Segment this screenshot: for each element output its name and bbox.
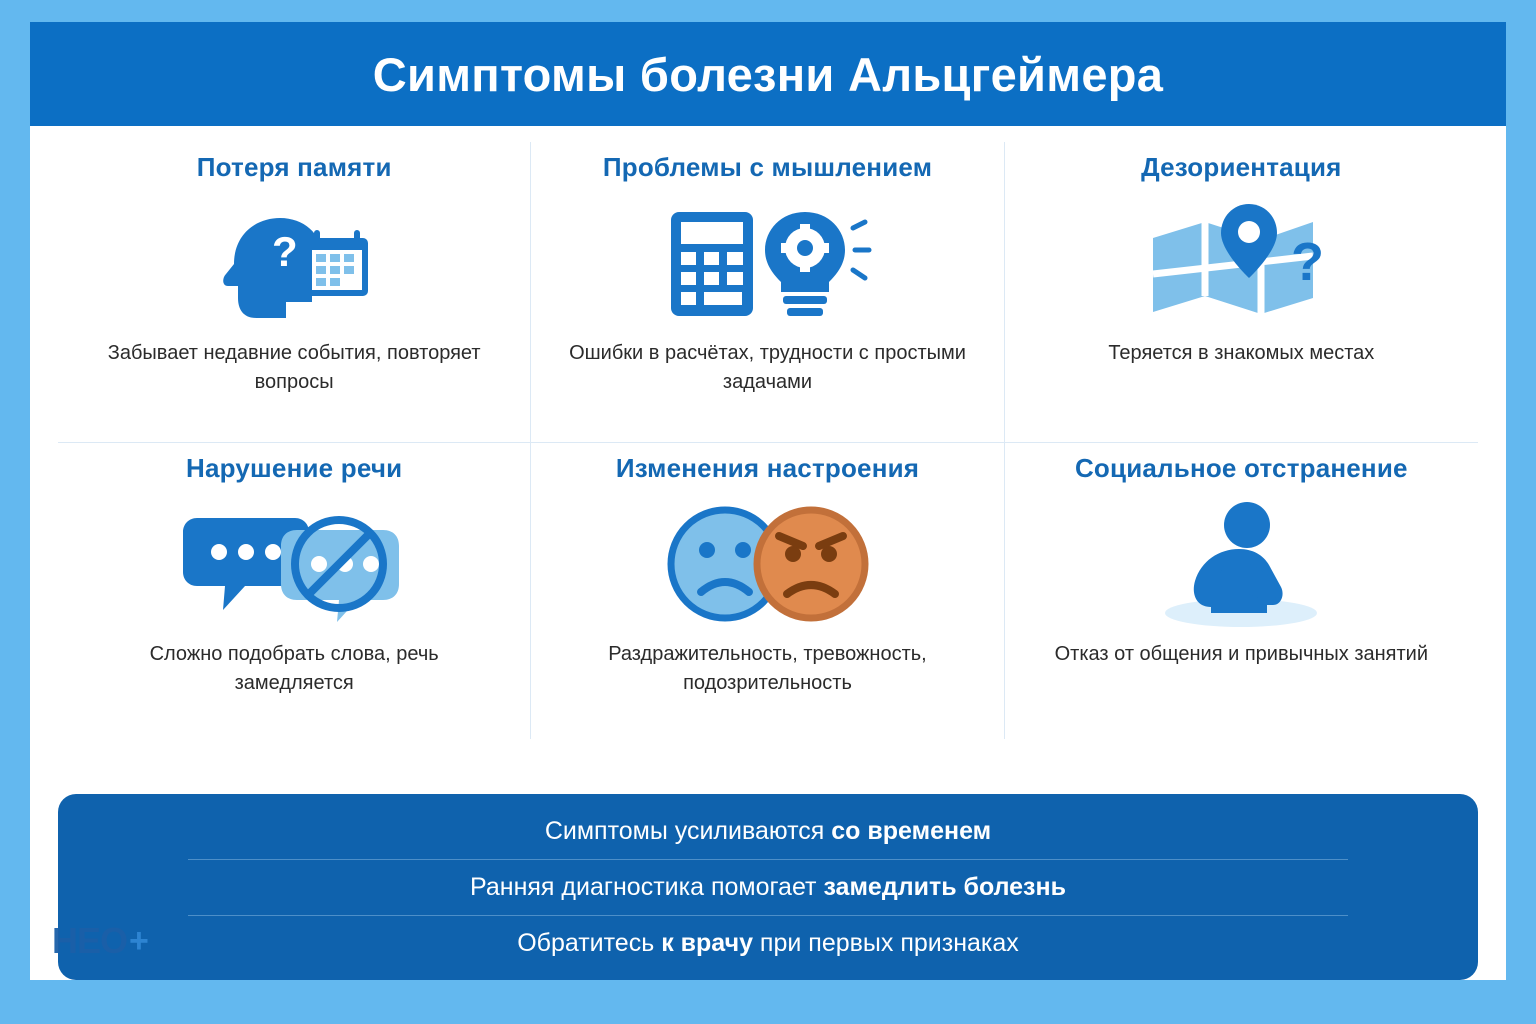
symptom-card-disorientation xyxy=(1005,142,1478,442)
symptoms-grid xyxy=(30,126,1506,788)
symptom-title: Нарушение речи xyxy=(186,453,403,483)
symptom-title: Потеря памяти xyxy=(196,152,392,182)
symptom-title: Изменения настроения xyxy=(615,453,920,483)
symptom-description: Забывает недавние события, повторяет вопросы xyxy=(107,342,481,393)
sad-angry-faces-icon xyxy=(657,490,877,640)
person-sitting-alone-icon xyxy=(1141,490,1341,640)
symptom-title: Социальное отстранение xyxy=(1074,453,1408,483)
map-pin-question-icon xyxy=(1131,189,1351,339)
symptom-card-thinking-problems xyxy=(531,142,1004,442)
footer-summary-panel xyxy=(58,794,1478,980)
footer-text-bold: замедлить болезнь xyxy=(823,872,1066,901)
footer-text-plain: Симптомы усиливаются xyxy=(544,816,832,845)
symptom-title: Проблемы с мышлением xyxy=(602,152,933,182)
svg-text:?: ? xyxy=(1291,232,1325,292)
footer-line-early-diagnosis xyxy=(188,859,1348,915)
symptom-description: Отказ от общения и привычных занятий xyxy=(1054,643,1429,665)
footer-line-see-doctor xyxy=(188,915,1348,971)
brand-logo-plus: + xyxy=(129,921,148,960)
calculator-lightbulb-icon xyxy=(657,189,877,339)
infographic-poster xyxy=(30,22,1506,980)
poster-title-bar xyxy=(30,22,1506,126)
speech-bubbles-blocked-icon xyxy=(179,490,409,640)
footer-text-bold: со временем xyxy=(831,816,992,845)
symptom-description: Теряется в знакомых местах xyxy=(1108,342,1375,364)
symptom-card-memory-loss xyxy=(58,142,531,442)
symptoms-row-1 xyxy=(58,142,1478,442)
symptom-description: Ошибки в расчётах, трудности с простыми задачами xyxy=(569,342,966,393)
brand-logo xyxy=(52,920,148,962)
symptom-description: Раздражительность, тревожность, подозрительность xyxy=(608,643,927,694)
symptom-description: Сложно подобрать слова, речь замедляется xyxy=(149,643,439,694)
symptom-card-social-withdrawal xyxy=(1005,443,1478,739)
symptom-title: Дезориентация xyxy=(1141,152,1342,182)
symptom-card-speech-impairment xyxy=(58,443,531,739)
footer-text-plain: Обратитесь xyxy=(517,928,662,957)
page-title: Симптомы болезни Альцгеймера xyxy=(372,47,1164,101)
symptoms-row-2 xyxy=(58,442,1478,739)
head-question-calendar-icon xyxy=(194,189,394,339)
footer-text-plain-end: при первых признаках xyxy=(752,928,1019,957)
svg-text:?: ? xyxy=(272,228,298,275)
footer-text-plain: Ранняя диагностика помогает xyxy=(470,872,824,901)
brand-logo-text: НЕО xyxy=(52,920,128,961)
footer-text-bold: к врачу xyxy=(661,928,753,957)
footer-line-progression xyxy=(188,804,1348,859)
symptom-card-mood-changes xyxy=(531,443,1004,739)
